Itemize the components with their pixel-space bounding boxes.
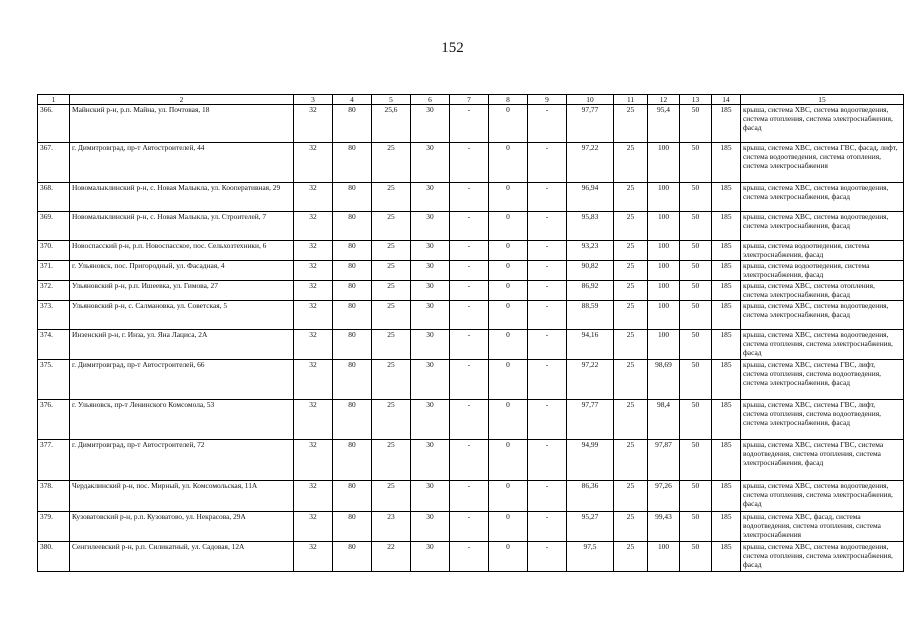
col-9: - <box>528 261 567 281</box>
address: Новоспасский р-н, р.п. Новоспасское, пос. Сельхозтехники, 6 <box>70 241 294 261</box>
col-5: 25 <box>372 212 411 241</box>
col-13: 50 <box>680 143 712 183</box>
column-header-5: 5 <box>372 95 411 105</box>
col-12: 99,43 <box>648 512 680 542</box>
col-13: 50 <box>680 542 712 572</box>
col-11: 25 <box>614 400 648 440</box>
col-9: - <box>528 301 567 330</box>
col-10: 96,94 <box>567 183 614 212</box>
col-7: - <box>450 481 489 512</box>
works-list: крыша, система ХВС, система водоотведения, система отопления, система электроснабжения, фасад <box>741 542 904 572</box>
col-11: 25 <box>614 261 648 281</box>
row-number: 377. <box>38 440 70 481</box>
works-list: крыша, система ХВС, система водоотведения, система электроснабжения, фасад <box>741 301 904 330</box>
address: г. Димитровград, пр-т Автостроителей, 66 <box>70 360 294 400</box>
row-number: 380. <box>38 542 70 572</box>
col-8: 0 <box>489 183 528 212</box>
row-number: 379. <box>38 512 70 542</box>
col-3: 32 <box>294 512 333 542</box>
col-9: - <box>528 212 567 241</box>
col-6: 30 <box>411 261 450 281</box>
col-14: 185 <box>712 183 741 212</box>
table-row <box>38 183 904 212</box>
col-12: 100 <box>648 241 680 261</box>
col-6: 30 <box>411 512 450 542</box>
page-number: 152 <box>441 40 464 56</box>
table-row <box>38 400 904 440</box>
col-8: 0 <box>489 281 528 301</box>
works-list: крыша, система ХВС, система отопления, система электроснабжения, фасад <box>741 281 904 301</box>
col-8: 0 <box>489 400 528 440</box>
col-3: 32 <box>294 360 333 400</box>
col-3: 32 <box>294 481 333 512</box>
col-9: - <box>528 281 567 301</box>
row-number: 378. <box>38 481 70 512</box>
col-10: 88,59 <box>567 301 614 330</box>
col-6: 30 <box>411 400 450 440</box>
table-row <box>38 330 904 360</box>
col-10: 97,5 <box>567 542 614 572</box>
column-header-15: 15 <box>741 95 904 105</box>
col-7: - <box>450 241 489 261</box>
address: Ульяновский р-н, р.п. Ишеевка, ул. Гимова, 27 <box>70 281 294 301</box>
col-4: 80 <box>333 301 372 330</box>
col-10: 94,99 <box>567 440 614 481</box>
col-5: 25 <box>372 360 411 400</box>
col-8: 0 <box>489 440 528 481</box>
works-list: крыша, система ХВС, система водоотведения, система отопления, система электроснабжения, фасад <box>741 481 904 512</box>
col-4: 80 <box>333 183 372 212</box>
col-13: 50 <box>680 281 712 301</box>
col-10: 93,23 <box>567 241 614 261</box>
col-6: 30 <box>411 330 450 360</box>
col-8: 0 <box>489 512 528 542</box>
col-3: 32 <box>294 183 333 212</box>
col-6: 30 <box>411 183 450 212</box>
col-4: 80 <box>333 281 372 301</box>
column-header-8: 8 <box>489 95 528 105</box>
row-number: 369. <box>38 212 70 241</box>
col-8: 0 <box>489 542 528 572</box>
col-6: 30 <box>411 542 450 572</box>
col-11: 25 <box>614 183 648 212</box>
col-7: - <box>450 400 489 440</box>
col-9: - <box>528 440 567 481</box>
col-14: 185 <box>712 261 741 281</box>
col-4: 80 <box>333 481 372 512</box>
col-13: 50 <box>680 241 712 261</box>
row-number: 373. <box>38 301 70 330</box>
col-8: 0 <box>489 261 528 281</box>
col-5: 23 <box>372 512 411 542</box>
col-6: 30 <box>411 281 450 301</box>
col-8: 0 <box>489 360 528 400</box>
col-10: 97,22 <box>567 143 614 183</box>
col-11: 25 <box>614 143 648 183</box>
col-4: 80 <box>333 212 372 241</box>
col-12: 100 <box>648 183 680 212</box>
col-8: 0 <box>489 143 528 183</box>
col-7: - <box>450 143 489 183</box>
table-row <box>38 360 904 400</box>
col-7: - <box>450 281 489 301</box>
col-14: 185 <box>712 143 741 183</box>
col-10: 95,83 <box>567 212 614 241</box>
col-13: 50 <box>680 212 712 241</box>
col-5: 25 <box>372 481 411 512</box>
address: Сенгилеевский р-н, р.п. Силикатный, ул. Садовая, 12А <box>70 542 294 572</box>
col-7: - <box>450 105 489 143</box>
col-14: 185 <box>712 440 741 481</box>
column-header-3: 3 <box>294 95 333 105</box>
col-6: 30 <box>411 360 450 400</box>
col-3: 32 <box>294 440 333 481</box>
table-row <box>38 512 904 542</box>
column-header-12: 12 <box>648 95 680 105</box>
address: Кузоватовский р-н, р.п. Кузоватово, ул. Некрасова, 29А <box>70 512 294 542</box>
col-6: 30 <box>411 440 450 481</box>
col-10: 95,27 <box>567 512 614 542</box>
col-5: 25,6 <box>372 105 411 143</box>
col-9: - <box>528 542 567 572</box>
address: г. Димитровград, пр-т Автостроителей, 72 <box>70 440 294 481</box>
col-5: 25 <box>372 301 411 330</box>
col-9: - <box>528 330 567 360</box>
col-9: - <box>528 481 567 512</box>
address: г. Ульяновск, пр-т Ленинского Комсомола, 53 <box>70 400 294 440</box>
table-row <box>38 105 904 143</box>
col-9: - <box>528 105 567 143</box>
col-13: 50 <box>680 360 712 400</box>
col-13: 50 <box>680 330 712 360</box>
col-14: 185 <box>712 105 741 143</box>
col-14: 185 <box>712 400 741 440</box>
col-12: 97,26 <box>648 481 680 512</box>
col-8: 0 <box>489 212 528 241</box>
col-13: 50 <box>680 481 712 512</box>
address: г. Димитровград, пр-т Автостроителей, 44 <box>70 143 294 183</box>
col-14: 185 <box>712 241 741 261</box>
row-number: 370. <box>38 241 70 261</box>
table-row <box>38 481 904 512</box>
column-header-10: 10 <box>567 95 614 105</box>
works-list: крыша, система ХВС, система водоотведения, система отопления, система электроснабжения, фасад <box>741 330 904 360</box>
repair-table <box>37 94 904 572</box>
col-3: 32 <box>294 241 333 261</box>
col-4: 80 <box>333 143 372 183</box>
row-number: 375. <box>38 360 70 400</box>
row-number: 372. <box>38 281 70 301</box>
row-number: 374. <box>38 330 70 360</box>
col-3: 32 <box>294 400 333 440</box>
column-header-4: 4 <box>333 95 372 105</box>
works-list: крыша, система ХВС, система ГВС, фасад, лифт, система водоотведения, система отопления, система электроснабжения <box>741 143 904 183</box>
table-row <box>38 542 904 572</box>
col-10: 97,77 <box>567 400 614 440</box>
col-6: 30 <box>411 481 450 512</box>
col-13: 50 <box>680 400 712 440</box>
col-9: - <box>528 143 567 183</box>
col-14: 185 <box>712 360 741 400</box>
col-6: 30 <box>411 241 450 261</box>
works-list: крыша, система ХВС, фасад, система водоотведения, система отопления, система электроснабжения <box>741 512 904 542</box>
col-14: 185 <box>712 512 741 542</box>
col-3: 32 <box>294 281 333 301</box>
col-8: 0 <box>489 301 528 330</box>
col-4: 80 <box>333 400 372 440</box>
col-8: 0 <box>489 481 528 512</box>
col-3: 32 <box>294 212 333 241</box>
col-4: 80 <box>333 512 372 542</box>
table-row <box>38 261 904 281</box>
col-14: 185 <box>712 330 741 360</box>
col-12: 98,4 <box>648 400 680 440</box>
table-row <box>38 440 904 481</box>
table-row <box>38 212 904 241</box>
column-header-14: 14 <box>712 95 741 105</box>
address: Ульяновский р-н, с. Салмановка, ул. Советская, 5 <box>70 301 294 330</box>
col-13: 50 <box>680 440 712 481</box>
col-4: 80 <box>333 261 372 281</box>
col-12: 98,69 <box>648 360 680 400</box>
works-list: крыша, система ХВС, система водоотведения, система электроснабжения, фасад <box>741 183 904 212</box>
address: Новомалыклинский р-н, с. Новая Малыкла, ул. Кооперативная, 29 <box>70 183 294 212</box>
col-10: 97,22 <box>567 360 614 400</box>
table-row <box>38 281 904 301</box>
col-3: 32 <box>294 105 333 143</box>
works-list: крыша, система ХВС, система водоотведения, система отопления, система электроснабжения, фасад <box>741 105 904 143</box>
col-12: 95,4 <box>648 105 680 143</box>
col-9: - <box>528 183 567 212</box>
col-4: 80 <box>333 360 372 400</box>
col-4: 80 <box>333 241 372 261</box>
col-8: 0 <box>489 241 528 261</box>
col-11: 25 <box>614 481 648 512</box>
works-list: крыша, система водоотведения, система электроснабжения, фасад <box>741 241 904 261</box>
row-number: 376. <box>38 400 70 440</box>
col-7: - <box>450 183 489 212</box>
col-13: 50 <box>680 512 712 542</box>
col-12: 97,87 <box>648 440 680 481</box>
col-14: 185 <box>712 281 741 301</box>
col-5: 25 <box>372 261 411 281</box>
col-13: 50 <box>680 183 712 212</box>
col-12: 100 <box>648 212 680 241</box>
col-9: - <box>528 400 567 440</box>
col-12: 100 <box>648 143 680 183</box>
col-12: 100 <box>648 330 680 360</box>
col-10: 94,16 <box>567 330 614 360</box>
works-list: крыша, система ХВС, система ГВС, лифт, система отопления, система водоотведения, система электроснабжения, фасад <box>741 360 904 400</box>
row-number: 371. <box>38 261 70 281</box>
address: Инзенский р-н, г. Инза, ул. Яна Лациса, 2А <box>70 330 294 360</box>
col-12: 100 <box>648 281 680 301</box>
col-4: 80 <box>333 330 372 360</box>
col-12: 100 <box>648 301 680 330</box>
col-5: 25 <box>372 143 411 183</box>
col-14: 185 <box>712 481 741 512</box>
col-11: 25 <box>614 542 648 572</box>
col-5: 25 <box>372 330 411 360</box>
table-body <box>38 105 904 572</box>
col-3: 32 <box>294 301 333 330</box>
col-13: 50 <box>680 301 712 330</box>
column-header-6: 6 <box>411 95 450 105</box>
col-4: 80 <box>333 105 372 143</box>
col-5: 25 <box>372 281 411 301</box>
col-11: 25 <box>614 301 648 330</box>
col-6: 30 <box>411 212 450 241</box>
works-list: крыша, система ХВС, система водоотведения, система электроснабжения, фасад <box>741 212 904 241</box>
column-header-7: 7 <box>450 95 489 105</box>
col-11: 25 <box>614 212 648 241</box>
col-9: - <box>528 512 567 542</box>
col-7: - <box>450 512 489 542</box>
column-header-9: 9 <box>528 95 567 105</box>
col-6: 30 <box>411 301 450 330</box>
address: Чердаклинский р-н, пос. Мирный, ул. Комсомольская, 11А <box>70 481 294 512</box>
col-7: - <box>450 301 489 330</box>
col-4: 80 <box>333 542 372 572</box>
col-3: 32 <box>294 542 333 572</box>
header-row <box>38 95 904 105</box>
col-12: 100 <box>648 542 680 572</box>
col-14: 185 <box>712 301 741 330</box>
col-3: 32 <box>294 143 333 183</box>
col-5: 25 <box>372 440 411 481</box>
col-11: 25 <box>614 360 648 400</box>
col-14: 185 <box>712 542 741 572</box>
col-6: 30 <box>411 143 450 183</box>
col-5: 25 <box>372 400 411 440</box>
address: Майнский р-н, р.п. Майна, ул. Почтовая, 18 <box>70 105 294 143</box>
row-number: 366. <box>38 105 70 143</box>
table-row <box>38 143 904 183</box>
works-list: крыша, система ХВС, система ГВС, лифт, система отопления, система водоотведения, система электроснабжения, фасад <box>741 400 904 440</box>
column-header-2: 2 <box>70 95 294 105</box>
col-11: 25 <box>614 241 648 261</box>
table-row <box>38 241 904 261</box>
col-10: 90,82 <box>567 261 614 281</box>
col-8: 0 <box>489 105 528 143</box>
col-11: 25 <box>614 330 648 360</box>
col-11: 25 <box>614 281 648 301</box>
col-3: 32 <box>294 330 333 360</box>
column-header-13: 13 <box>680 95 712 105</box>
works-list: крыша, система водоотведения, система электроснабжения, фасад <box>741 261 904 281</box>
col-9: - <box>528 241 567 261</box>
col-4: 80 <box>333 440 372 481</box>
col-7: - <box>450 542 489 572</box>
row-number: 367. <box>38 143 70 183</box>
works-list: крыша, система ХВС, система ГВС, система водоотведения, система отопления, система электроснабжения, фасад <box>741 440 904 481</box>
address: Новомалыклинский р-н, с. Новая Малыкла, ул. Строителей, 7 <box>70 212 294 241</box>
row-number: 368. <box>38 183 70 212</box>
col-7: - <box>450 330 489 360</box>
col-10: 86,92 <box>567 281 614 301</box>
col-11: 25 <box>614 105 648 143</box>
col-5: 25 <box>372 183 411 212</box>
address: г. Ульяновск, пос. Пригородный, ул. Фасадная, 4 <box>70 261 294 281</box>
column-header-1: 1 <box>38 95 70 105</box>
col-11: 25 <box>614 512 648 542</box>
col-5: 22 <box>372 542 411 572</box>
col-12: 100 <box>648 261 680 281</box>
col-7: - <box>450 261 489 281</box>
col-14: 185 <box>712 212 741 241</box>
col-10: 86,36 <box>567 481 614 512</box>
col-7: - <box>450 360 489 400</box>
col-10: 97,77 <box>567 105 614 143</box>
col-8: 0 <box>489 330 528 360</box>
column-header-11: 11 <box>614 95 648 105</box>
col-6: 30 <box>411 105 450 143</box>
col-9: - <box>528 360 567 400</box>
col-13: 50 <box>680 105 712 143</box>
table-row <box>38 301 904 330</box>
col-13: 50 <box>680 261 712 281</box>
col-7: - <box>450 440 489 481</box>
col-5: 25 <box>372 241 411 261</box>
col-11: 25 <box>614 440 648 481</box>
col-3: 32 <box>294 261 333 281</box>
col-7: - <box>450 212 489 241</box>
